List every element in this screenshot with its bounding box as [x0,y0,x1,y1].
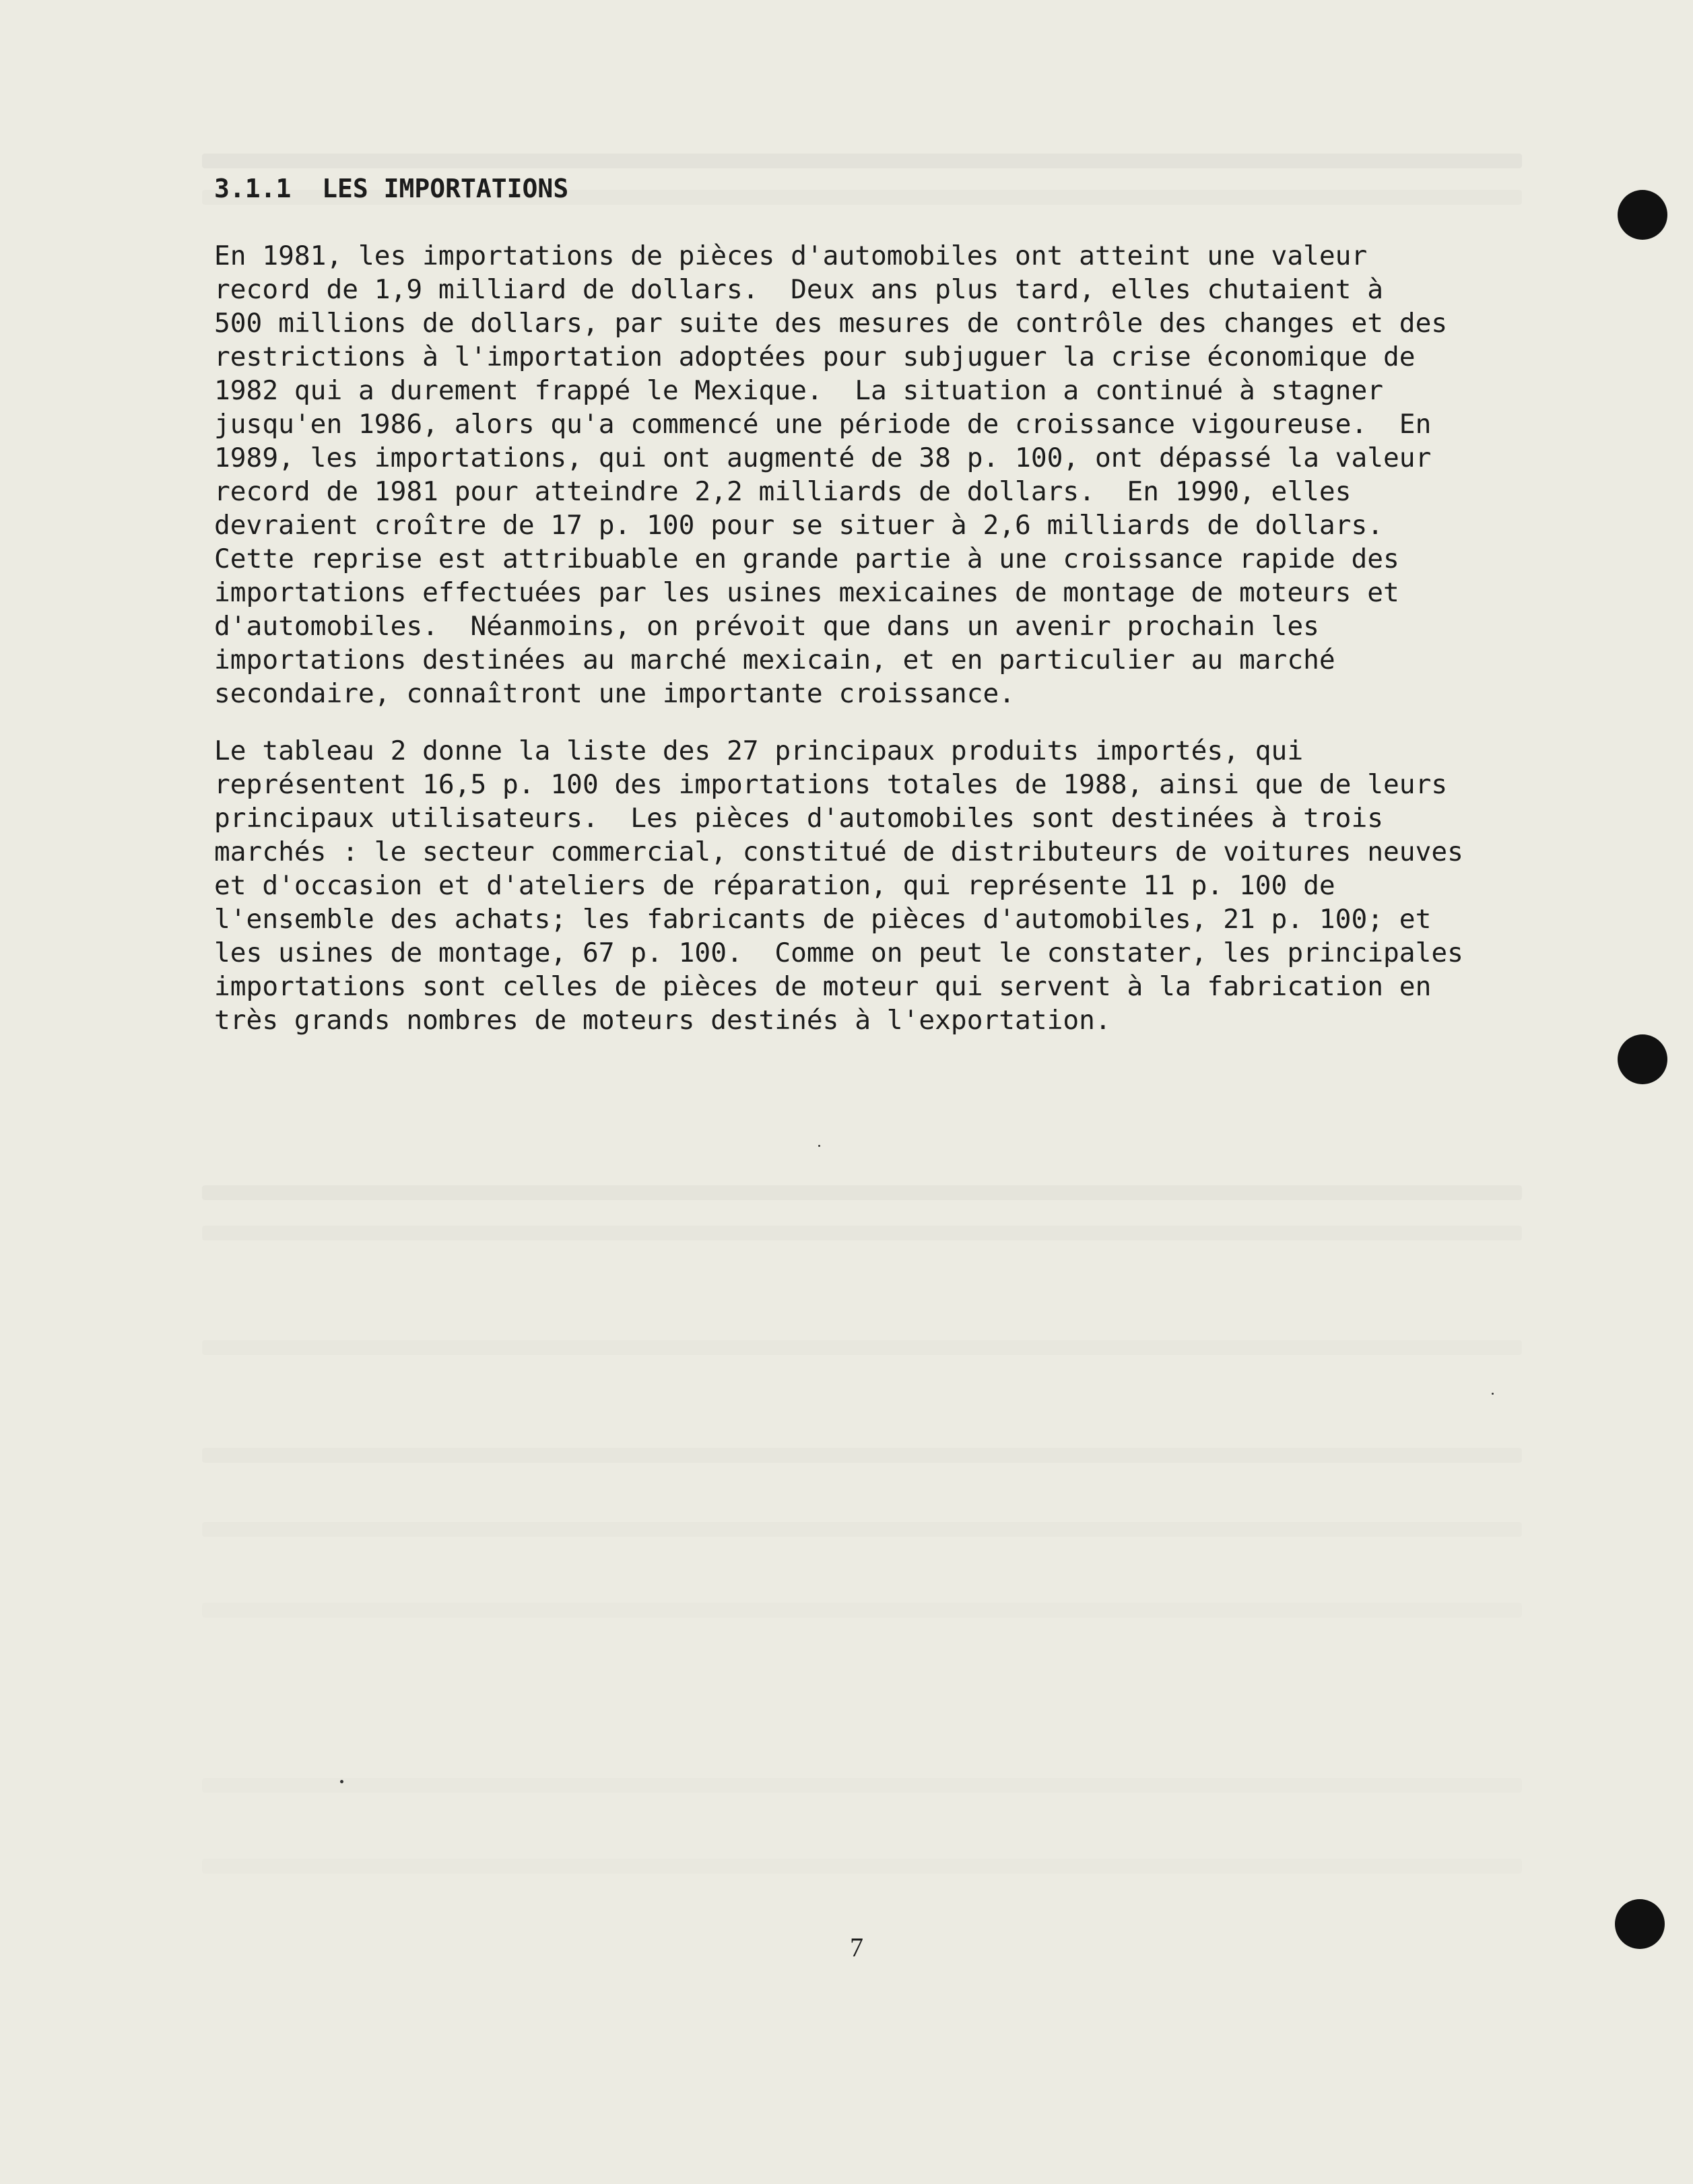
bleed-through-mark [202,154,1522,168]
bleed-through-mark [202,1340,1522,1355]
text-line: Le tableau 2 donne la liste des 27 principaux produits importés, qui [214,735,1304,766]
punch-hole-bottom [1615,1899,1665,1949]
text-line: record de 1981 pour atteindre 2,2 milliards de dollars. En 1990, elles [214,476,1352,507]
bleed-through-mark [202,1778,1522,1793]
text-line: Cette reprise est attribuable en grande partie à une croissance rapide des [214,543,1399,574]
punch-hole-top [1618,190,1667,240]
text-line: importations sont celles de pièces de moteur qui servent à la fabrication en [214,971,1432,1002]
text-line: l'ensemble des achats; les fabricants de pièces d'automobiles, 21 p. 100; et [214,904,1432,935]
bleed-through-mark [202,1448,1522,1463]
punch-hole-middle [1618,1034,1667,1084]
text-line: importations effectuées par les usines mexicaines de montage de moteurs et [214,577,1399,608]
text-line: importations destinées au marché mexicain, et en particulier au marché [214,644,1335,675]
text-line: principaux utilisateurs. Les pièces d'automobiles sont destinées à trois [214,803,1384,834]
paragraph-table-2-summary [214,734,1534,1037]
paper-speck [1492,1393,1494,1395]
text-line: restrictions à l'importation adoptées pour subjuguer la crise économique de [214,341,1416,372]
text-line: jusqu'en 1986, alors qu'a commencé une période de croissance vigoureuse. En [214,409,1432,440]
text-line: représentent 16,5 p. 100 des importations totales de 1988, ainsi que de leurs [214,769,1448,800]
paragraph-imports-history [214,239,1534,710]
text-line: record de 1,9 milliard de dollars. Deux ans plus tard, elles chutaient à [214,274,1384,305]
section-heading: 3.1.1 LES IMPORTATIONS [214,174,569,203]
text-line: et d'occasion et d'ateliers de réparation, qui représente 11 p. 100 de [214,870,1335,901]
bleed-through-mark [202,1522,1522,1537]
text-line: 1989, les importations, qui ont augmenté de 38 p. 100, ont dépassé la valeur [214,442,1432,473]
paper-speck [340,1780,343,1783]
bleed-through-mark [202,1185,1522,1200]
text-line: marchés : le secteur commercial, constitué de distributeurs de voitures neuves [214,836,1463,867]
bleed-through-mark [202,1226,1522,1240]
text-line: 1982 qui a durement frappé le Mexique. La situation a continué à stagner [214,375,1384,406]
text-line: En 1981, les importations de pièces d'automobiles ont atteint une valeur [214,240,1368,271]
bleed-through-mark [202,1603,1522,1618]
text-line: d'automobiles. Néanmoins, on prévoit que dans un avenir prochain les [214,611,1319,642]
text-line: devraient croître de 17 p. 100 pour se situer à 2,6 milliards de dollars. [214,510,1384,541]
bleed-through-mark [202,1859,1522,1874]
paper-speck [818,1145,820,1147]
text-line: 500 millions de dollars, par suite des mesures de contrôle des changes et des [214,308,1448,339]
text-line: secondaire, connaîtront une importante croissance. [214,678,1016,709]
text-line: très grands nombres de moteurs destinés à l'exportation. [214,1005,1111,1036]
page-number: 7 [850,1932,863,1962]
text-line: les usines de montage, 67 p. 100. Comme on peut le constater, les principales [214,937,1463,968]
